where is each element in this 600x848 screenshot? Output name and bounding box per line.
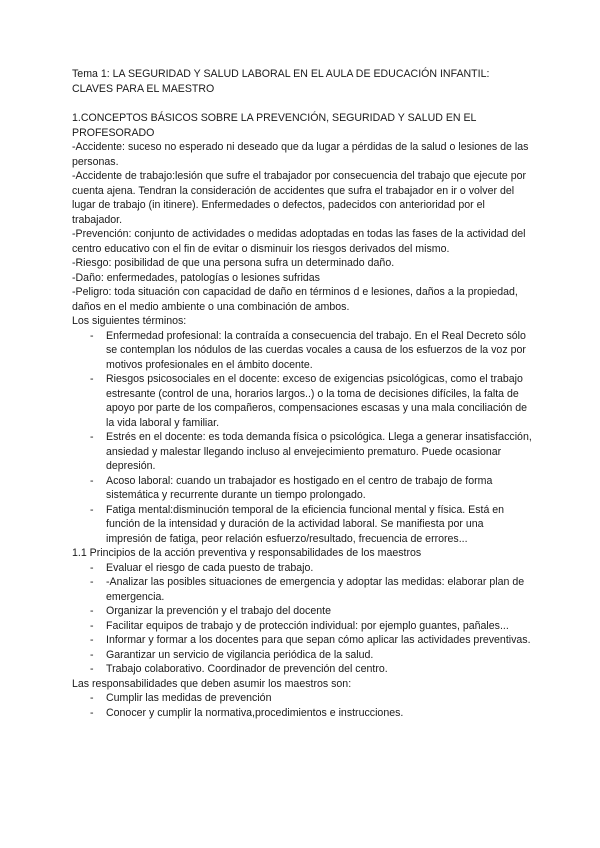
document-content	[72, 67, 532, 720]
definition-accidente-trabajo: -Accidente de trabajo:lesión que sufre el trabajador por consecuencia del trabajo que ejecute por cuenta ajena. Tendran la consideración de accidentes que sufra el trabajador en ir o volver del lugar de trabajo (in itinere). Enfermedades o defectos, padecidos con anterioridad por el trabajador.	[72, 170, 527, 226]
responsibilities-list	[72, 691, 532, 720]
dash-bullet: -	[90, 431, 94, 443]
principle-text: Evaluar el riesgo de cada puesto de trabajo.	[106, 561, 314, 574]
dash-bullet: -	[90, 474, 94, 487]
list-item	[72, 648, 532, 663]
list-item	[72, 706, 532, 721]
section-1-title: 1.CONCEPTOS BÁSICOS SOBRE LA PREVENCIÓN, SEGURIDAD Y SALUD EN EL PROFESORADO	[72, 112, 477, 139]
section-1-1-title: 1.1 Principios de la acción preventiva y responsabilidades de los maestros	[72, 547, 422, 559]
dash-bullet: -	[90, 619, 94, 632]
list-item	[72, 633, 532, 648]
responsibility-text: Conocer y cumplir la normativa,procedimientos e instrucciones.	[106, 706, 404, 719]
terms-list	[72, 329, 532, 547]
definition-dano: -Daño: enfermedades, patologías o lesiones sufridas	[72, 271, 320, 284]
dash-bullet: -	[90, 706, 94, 719]
term-text: Riesgos psicosociales en el docente: exceso de exigencias psicológicas, como el trabajo estresante (control de una, horarios largos..) o la toma de decisiones difíciles, la falta de apoyo por parte de los compañeros, compensaciones escasas y una mala conciliación de la vida laboral y familiar.	[106, 373, 528, 429]
list-item	[72, 604, 532, 619]
document-title: Tema 1: LA SEGURIDAD Y SALUD LABORAL EN EL AULA DE EDUCACIÓN INFANTIL: CLAVES PARA EL MAESTRO	[72, 68, 490, 95]
responsibility-text: Cumplir las medidas de prevención	[106, 692, 272, 704]
responsibilities-intro: Las responsabilidades que deben asumir los maestros son:	[72, 677, 352, 690]
list-item	[72, 474, 532, 503]
dash-bullet: -	[90, 605, 94, 617]
terms-intro: Los siguientes términos:	[72, 315, 187, 327]
principle-text: Facilitar equipos de trabajo y de protección individual: por ejemplo guantes, pañales...	[106, 619, 509, 632]
list-item	[72, 662, 532, 677]
principle-text: Organizar la prevención y el trabajo del docente	[106, 605, 331, 617]
dash-bullet: -	[90, 576, 94, 588]
definitions-block	[72, 140, 532, 314]
principle-text: Informar y formar a los docentes para que sepan cómo aplicar las actividades preventivas.	[106, 634, 531, 646]
term-text: Fatiga mental:disminución temporal de la eficiencia funcional mental y física. Está en función de la intensidad y duración de la actividad laboral. Se manifiesta por una impresión de fatiga, peor relación esfuerzo/resultado, frecuencia de errores...	[106, 503, 505, 545]
term-text: Estrés en el docente: es toda demanda física o psicológica. Llega a generar insatisfacción, ansiedad y malestar llegando incluso al envejecimiento prematuro. Puede ocasionar depresión.	[106, 431, 532, 472]
dash-bullet: -	[90, 373, 94, 385]
dash-bullet: -	[90, 634, 94, 646]
list-item	[72, 691, 532, 706]
principle-text: Garantizar un servicio de vigilancia periódica de la salud.	[106, 648, 374, 661]
dash-bullet: -	[90, 503, 94, 516]
dash-bullet: -	[90, 663, 94, 675]
list-item	[72, 430, 532, 474]
term-text: Acoso laboral: cuando un trabajador es hostigado en el centro de trabajo de forma sistemática y recurrente durante un tiempo prolongado.	[106, 474, 493, 501]
definition-peligro: -Peligro: toda situación con capacidad de daño en términos d e lesiones, daños a la propiedad, daños en el medio ambiente o una combinación de ambos.	[72, 286, 518, 313]
dash-bullet: -	[90, 561, 94, 574]
list-item	[72, 619, 532, 634]
dash-bullet: -	[90, 692, 94, 704]
list-item	[72, 561, 532, 576]
definition-prevencion: -Prevención: conjunto de actividades o medidas adoptadas en todas las fases de la actividad del centro educativo con el fin de evitar o disminuir los riesgos derivados del mismo.	[72, 228, 526, 255]
dash-bullet: -	[90, 329, 94, 342]
term-text: Enfermedad profesional: la contraída a consecuencia del trabajo. En el Real Decreto sólo se contemplan los nódulos de las cuerdas vocales a causa de los esfuerzos de la voz por motivos profesionales en el ámbito docente.	[106, 329, 526, 371]
principle-text: Trabajo colaborativo. Coordinador de prevención del centro.	[106, 663, 388, 675]
list-item	[72, 575, 532, 604]
principles-list	[72, 561, 532, 677]
definition-accidente: -Accidente: suceso no esperado ni deseado que da lugar a pérdidas de la salud o lesiones de las personas.	[72, 141, 529, 168]
principle-text: -Analizar las posibles situaciones de emergencia y adoptar las medidas: elaborar plan de emergencia.	[106, 576, 525, 603]
dash-bullet: -	[90, 648, 94, 661]
list-item	[72, 503, 532, 547]
definition-riesgo: -Riesgo: posibilidad de que una persona sufra un determinado daño.	[72, 257, 395, 269]
list-item	[72, 372, 532, 430]
list-item	[72, 329, 532, 373]
